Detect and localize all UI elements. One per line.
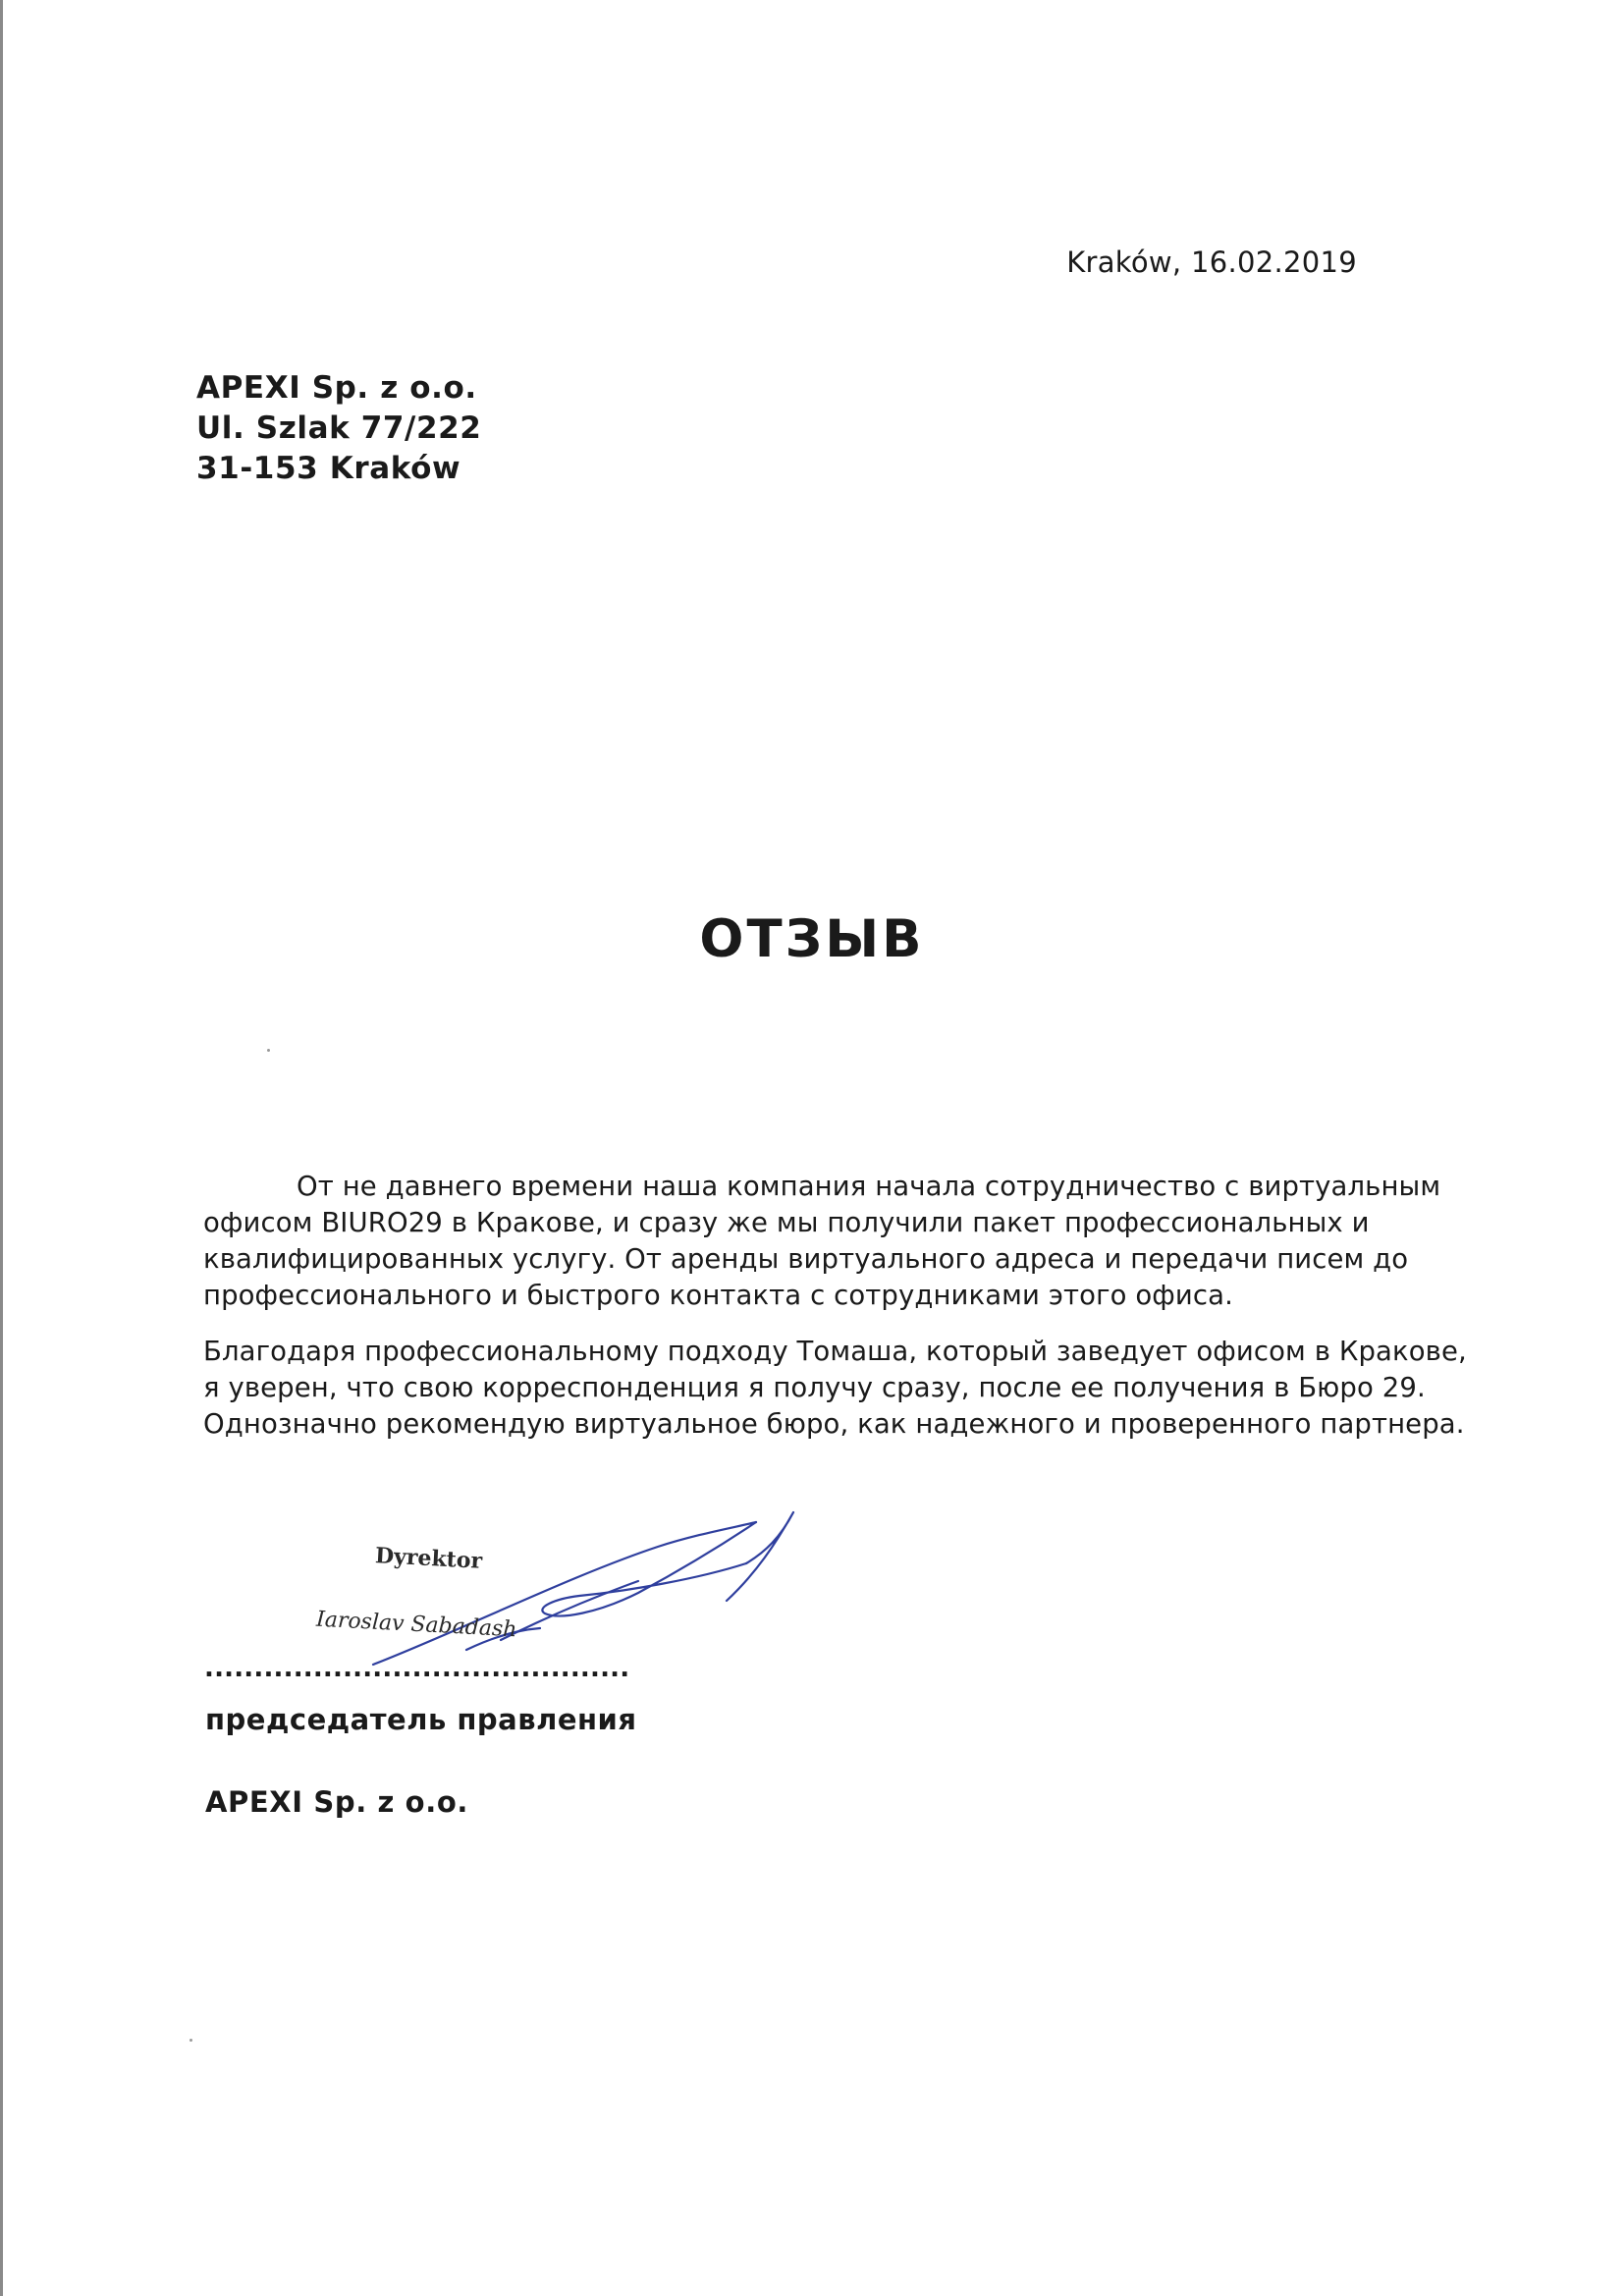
recipient-name: APEXI Sp. z o.o. bbox=[196, 370, 477, 406]
signature-block bbox=[196, 1483, 746, 1738]
body-line: От не давнего времени наша компания начала сотрудничество с виртуальным bbox=[297, 1171, 1441, 1202]
recipient-city: 31-153 Kraków bbox=[196, 451, 461, 486]
stamp-name: Iaroslav Sabadash bbox=[315, 1607, 517, 1643]
body-line: я уверен, что свою корреспонденция я получу сразу, после ее получения в Бюро 29. bbox=[203, 1372, 1426, 1403]
body-line: профессионального и быстрого контакта с сотрудниками этого офиса. bbox=[203, 1280, 1233, 1311]
signer-role: председатель правления bbox=[205, 1703, 637, 1736]
scan-speck bbox=[267, 1049, 270, 1052]
body-line: квалифицированных услугу. От аренды виртуального адреса и передачи писем до bbox=[203, 1243, 1409, 1275]
letter-title: ОТЗЫВ bbox=[699, 909, 925, 969]
letter-body bbox=[203, 1169, 1467, 1443]
handwritten-signature bbox=[344, 1483, 893, 1679]
recipient-street: Ul. Szlak 77/222 bbox=[196, 410, 482, 446]
scan-speck bbox=[189, 2039, 192, 2042]
signer-company: APEXI Sp. z o.o. bbox=[205, 1785, 468, 1819]
body-paragraph-1 bbox=[203, 1169, 1441, 1314]
stamp-role: Dyrektor bbox=[374, 1543, 483, 1574]
body-line: Однозначно рекомендую виртуальное бюро, как надежного и проверенного партнера. bbox=[203, 1408, 1465, 1440]
body-line: Благодаря профессиональному подходу Томаша, который заведует офисом в Кракове, bbox=[203, 1336, 1467, 1367]
scan-edge bbox=[0, 0, 3, 2296]
letter-date: Kraków, 16.02.2019 bbox=[1066, 246, 1357, 279]
body-paragraph-2 bbox=[203, 1334, 1467, 1443]
recipient-address bbox=[196, 368, 481, 489]
signature-line: ........................................... bbox=[204, 1654, 630, 1683]
body-line: офисом BIURO29 в Кракове, и сразу же мы получили пакет профессиональных и bbox=[203, 1207, 1370, 1238]
